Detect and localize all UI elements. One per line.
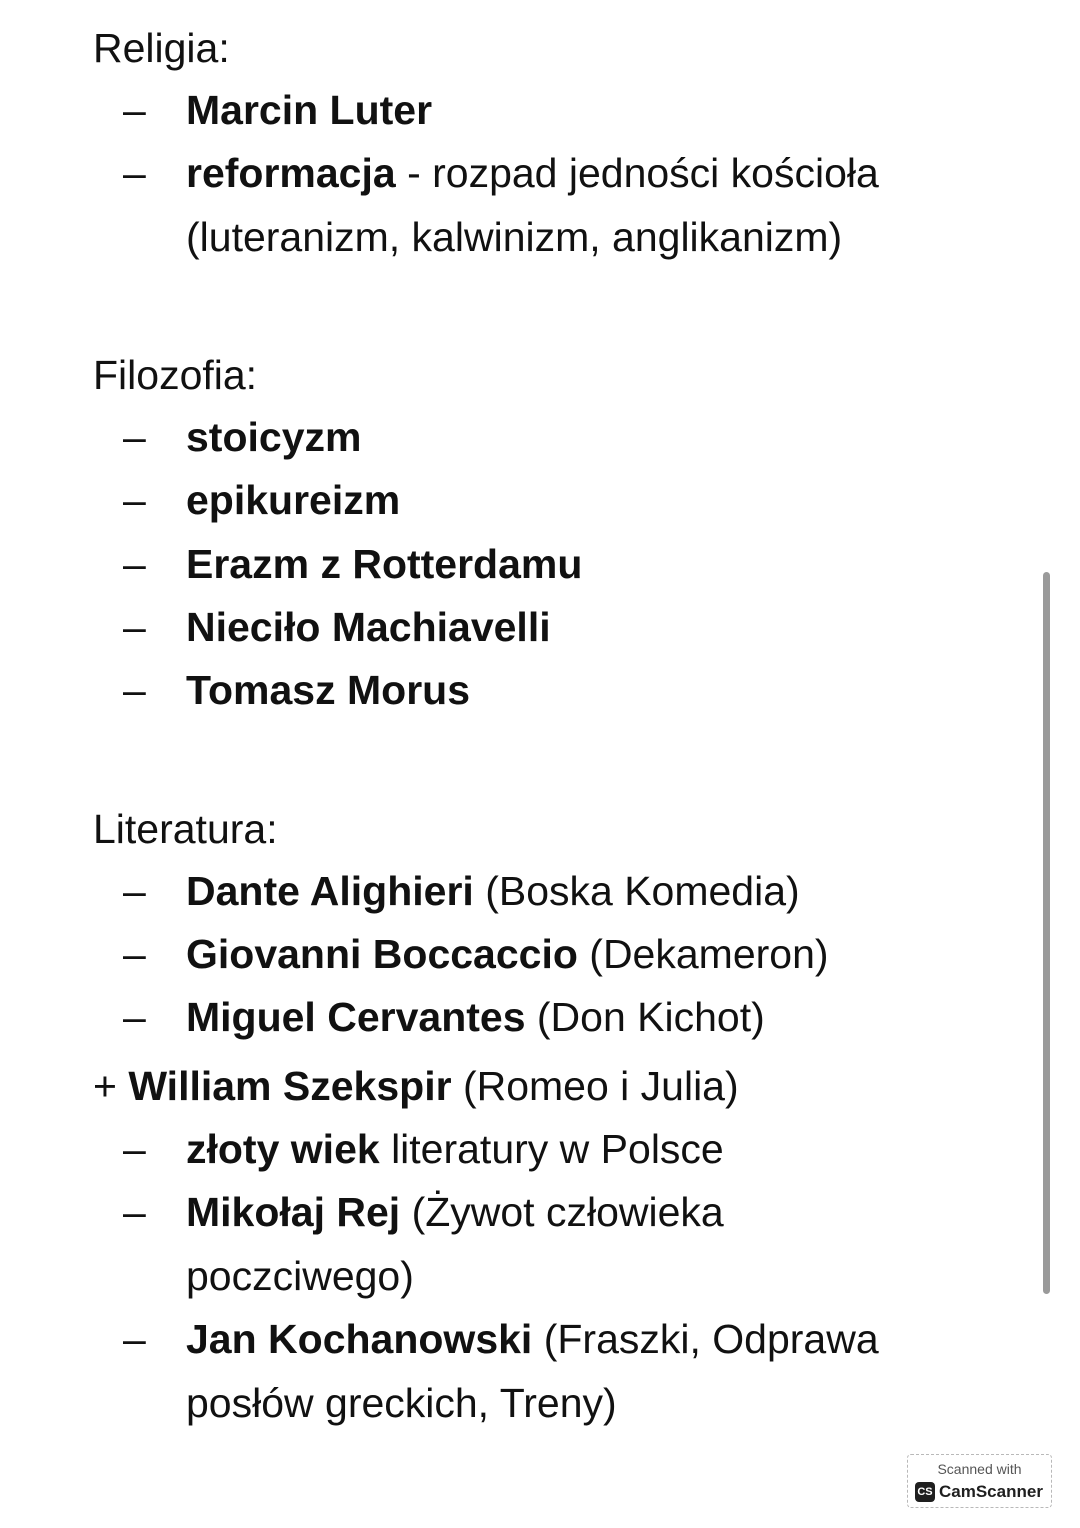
item-term: Mikołaj Rej	[186, 1189, 401, 1235]
item-term: reformacja	[186, 150, 396, 196]
dash-bullet: –	[123, 994, 146, 1040]
item-term: Dante Alighieri	[186, 868, 474, 914]
dash-bullet: –	[123, 1189, 146, 1235]
dash-bullet: –	[123, 667, 146, 713]
watermark-brand: CamScanner	[939, 1482, 1043, 1501]
watermark-caption: Scanned with	[937, 1461, 1022, 1477]
item-detail: - rozpad jedności kościoła (luteranizm, kalwinizm, anglikanizm)	[186, 150, 879, 260]
item-detail: (Romeo i Julia)	[451, 1063, 739, 1109]
list-item-text	[186, 469, 986, 533]
item-detail: (Boska Komedia)	[473, 868, 800, 914]
list-item-text	[186, 1181, 836, 1308]
item-term: stoicyzm	[186, 414, 362, 460]
camscanner-logo-icon: CS	[915, 1482, 935, 1502]
dash-bullet: –	[123, 87, 146, 133]
dash-bullet: –	[123, 541, 146, 587]
item-term: Miguel Cervantes	[186, 994, 526, 1040]
list-item-text	[186, 1308, 976, 1435]
item-term: złoty wiek	[186, 1126, 380, 1172]
item-detail: (Dekameron)	[577, 931, 829, 977]
dash-bullet: –	[123, 1126, 146, 1172]
vertical-scrollbar[interactable]	[1043, 572, 1050, 1294]
item-term: Tomasz Morus	[186, 667, 470, 713]
item-term: William Szekspir	[128, 1063, 452, 1109]
item-term: Nieciło Machiavelli	[186, 604, 551, 650]
item-detail: (Żywot człowieka poczciwego)	[186, 1189, 724, 1299]
camscanner-watermark	[907, 1454, 1052, 1508]
dash-bullet: –	[123, 868, 146, 914]
item-term: Jan Kochanowski	[186, 1316, 533, 1362]
list-item-text	[186, 596, 986, 660]
list-item-text	[186, 923, 986, 987]
item-term: Marcin Luter	[186, 87, 433, 133]
dash-bullet: –	[123, 150, 146, 196]
section-heading-filozofia: Filozofia:	[93, 352, 258, 398]
item-term: Giovanni Boccaccio	[186, 931, 578, 977]
dash-bullet: –	[123, 414, 146, 460]
plus-line	[93, 1054, 739, 1118]
item-detail: (Fraszki, Odprawa posłów greckich, Treny)	[186, 1316, 879, 1426]
dash-bullet: –	[123, 604, 146, 650]
list-item-text	[186, 142, 976, 269]
section-heading-religia: Religia:	[93, 25, 230, 71]
item-term: epikureizm	[186, 477, 401, 523]
section-heading-literatura: Literatura:	[93, 806, 278, 852]
item-term: Erazm z Rotterdamu	[186, 541, 583, 587]
list-item-text	[186, 659, 986, 723]
item-detail: (Don Kichot)	[525, 994, 765, 1040]
list-item-text	[186, 860, 986, 924]
list-item-text	[186, 1118, 986, 1182]
list-item-text	[186, 533, 986, 597]
plus-prefix: +	[93, 1063, 129, 1109]
dash-bullet: –	[123, 477, 146, 523]
list-item-text	[186, 79, 986, 143]
list-item-text	[186, 986, 986, 1050]
list-item-text	[186, 406, 986, 470]
dash-bullet: –	[123, 1316, 146, 1362]
item-detail: literatury w Polsce	[379, 1126, 724, 1172]
dash-bullet: –	[123, 931, 146, 977]
